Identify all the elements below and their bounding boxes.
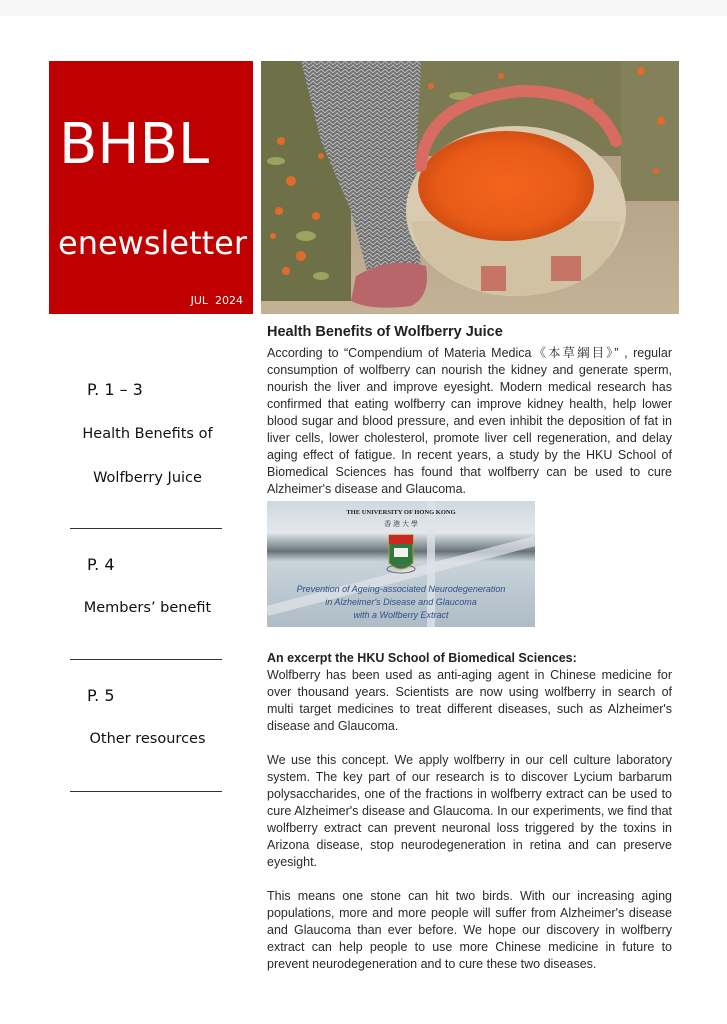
- hku-university-name: THE UNIVERSITY OF HONG KONG: [346, 509, 456, 516]
- toc-title-2[interactable]: Members’ benefit: [83, 600, 212, 616]
- article-headline: Health Benefits of Wolfberry Juice: [267, 324, 503, 340]
- excerpt-paragraph-3: This means one stone can hit two birds. With our increasing aging populations, more and more people will suffer from Alzheimer's disease and Glaucoma than ever before. We hope our discovery in wolfberry extract can help people to use more Chinese medicine in future to prevent neurodegeneration and to cure these two diseases.: [267, 889, 672, 971]
- newsletter-subtitle: enewsletter: [58, 224, 248, 262]
- toc-title-3[interactable]: Other resources: [89, 731, 206, 747]
- hku-university-name-zh: 香 港 大 學: [384, 521, 418, 528]
- hku-caption-line-1: Prevention of Ageing-associated Neurodegeneration: [296, 584, 506, 594]
- toc-divider: [70, 528, 222, 529]
- excerpt-heading: An excerpt the HKU School of Biomedical Sciences:: [267, 651, 577, 665]
- toc-page-1[interactable]: P. 1 – 3: [87, 380, 143, 399]
- hku-caption-line-3: with a Wolfberry Extract: [353, 610, 449, 620]
- toc-page-3[interactable]: P. 5: [87, 686, 115, 705]
- toc-title-1-line-2[interactable]: Wolfberry Juice: [93, 470, 202, 486]
- masthead: [49, 61, 253, 314]
- wolfberry-basket-image: [261, 61, 679, 314]
- top-bar: [0, 0, 727, 16]
- article-excerpt: [267, 650, 672, 973]
- toc-title-1-line-1[interactable]: Health Benefits of: [82, 426, 213, 442]
- hku-banner: [267, 501, 535, 627]
- excerpt-paragraph-2: We use this concept. We apply wolfberry in our cell culture laboratory system. The key part of our research is to discover Lycium barbarum polysaccharides, one of the fractions in wolfberry extract can be used to cure Alzheimer's disease and Glaucoma. In our experiments, we find that wolfberry extract can prevent neuronal loss triggered by the toxins in Arizona disease, stop neurodegeneration in retina and can preserve eyesight.: [267, 753, 672, 869]
- intro-paragraph: According to “Compendium of Materia Medica《本草綱目》” , regular consumption of wolfberry can nourish the kidney and generate sperm, nourish the liver and improve eyesight. Modern medical research has confirmed that eating wolfberry can improve kidney health, help lower blood sugar and blood pressure, and even inhibit the deposition of fat in liver cells, lower cholesterol, promote liver cell regeneration, and delay aging effect of fatigue. In recent years, a study by the HKU School of Biomedical Sciences has found that wolfberry can be used to cure Alzheimer's disease and Glaucoma.: [267, 346, 672, 496]
- cover-photo: [261, 61, 679, 314]
- article-intro: [267, 345, 672, 498]
- issue-date: JUL 2024: [190, 294, 243, 307]
- hku-caption-line-2: in Alzheimer's Disease and Glaucoma: [325, 597, 477, 607]
- toc-page-2[interactable]: P. 4: [87, 555, 115, 574]
- newsletter-brand: BHBL: [59, 112, 210, 177]
- excerpt-paragraph-1: Wolfberry has been used as anti-aging agent in Chinese medicine for over thousand years. Scientists are now using wolfberry in search of multi target medicines to treat different diseases, such as Alzheimer's disease and Glaucoma.: [267, 668, 672, 733]
- toc-divider: [70, 659, 222, 660]
- toc-divider: [70, 791, 222, 792]
